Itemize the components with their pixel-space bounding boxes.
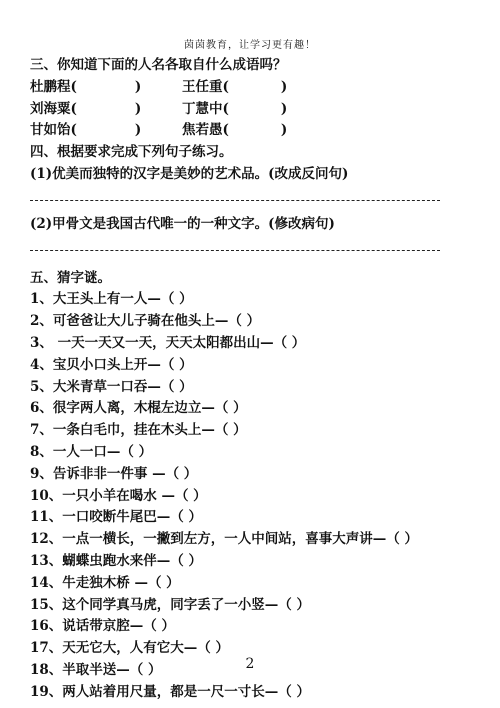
riddle-item: 6、很字两人离，木棍左边立—（ ） [30,400,247,417]
idiom-row-1 [30,77,470,99]
idiom-name-3: 刘海粟( ) [30,100,142,117]
answer-line-2[interactable] [30,236,470,264]
riddle-item: 18、半取半送—（ ） [30,661,162,678]
section4-question-2: (2)甲骨文是我国古代唯一的一种文字。(修改病句) [30,215,335,232]
section4-title: 四、根据要求完成下列句子练习。 [30,144,233,161]
riddle-item: 4、宝贝小口头上开—（ ） [30,356,193,373]
riddle-item: 11、一口咬断牛尾巴—（ ） [30,509,202,526]
riddle-item: 2、可爸爸让大儿子骑在他头上—（ ） [30,313,261,330]
riddle-item: 16、说话带京腔—（ ） [30,618,175,635]
riddle-item: 8、一人一口—（ ） [30,443,153,460]
section5-title: 五、猜字谜。 [30,269,111,286]
riddle-item: 15、这个同学真马虎，同字丢了一小竖—（ ） [30,596,310,613]
riddle-item: 3、 一天一天又一天，天天太阳都出山—（ ） [30,334,306,351]
riddle-item: 10、一只小羊在喝水 —（ ） [30,487,207,504]
section4-question-1: (1)优美而独特的汉字是美妙的艺术品。(改成反问句) [30,165,349,182]
riddle-list [30,289,470,703]
idiom-name-1: 杜鹏程( ) [30,78,142,95]
idiom-row-3 [30,120,470,142]
worksheet-content [30,55,470,704]
page-header: 茵茵教育，让学习更有趣！ [184,40,316,51]
idiom-name-5: 甘如饴( ) [30,122,142,139]
riddle-item: 1、大王头上有一人—（ ） [30,291,193,308]
page-number: 2 [245,656,255,672]
riddle-item: 19、两人站着用尺量，都是一尺一寸长—（ ） [30,683,310,700]
riddle-item: 14、牛走独木桥 —（ ） [30,574,180,591]
idiom-name-4: 丁慧中( ) [182,100,288,117]
riddle-item: 5、大米青草一口吞—（ ） [30,378,193,395]
riddle-item: 13、蝴蝶虫跑水来伴—（ ） [30,552,202,569]
riddle-item: 9、告诉非非一件事 —（ ） [30,465,198,482]
idiom-name-6: 焦若愚( ) [182,122,288,139]
section3-title: 三、你知道下面的人名各取自什么成语吗？ [30,57,287,73]
riddle-item: 12、一点一横长，一撇到左方，一人中间站，喜事大声讲—（ ） [30,531,418,548]
riddle-item: 17、天无它大，人有它大—（ ） [30,640,229,657]
idiom-name-2: 王任重( ) [182,78,288,95]
answer-line-1[interactable] [30,186,470,214]
idiom-row-2 [30,99,470,121]
riddle-item: 7、一条白毛巾，挂在木头上—（ ） [30,422,247,439]
